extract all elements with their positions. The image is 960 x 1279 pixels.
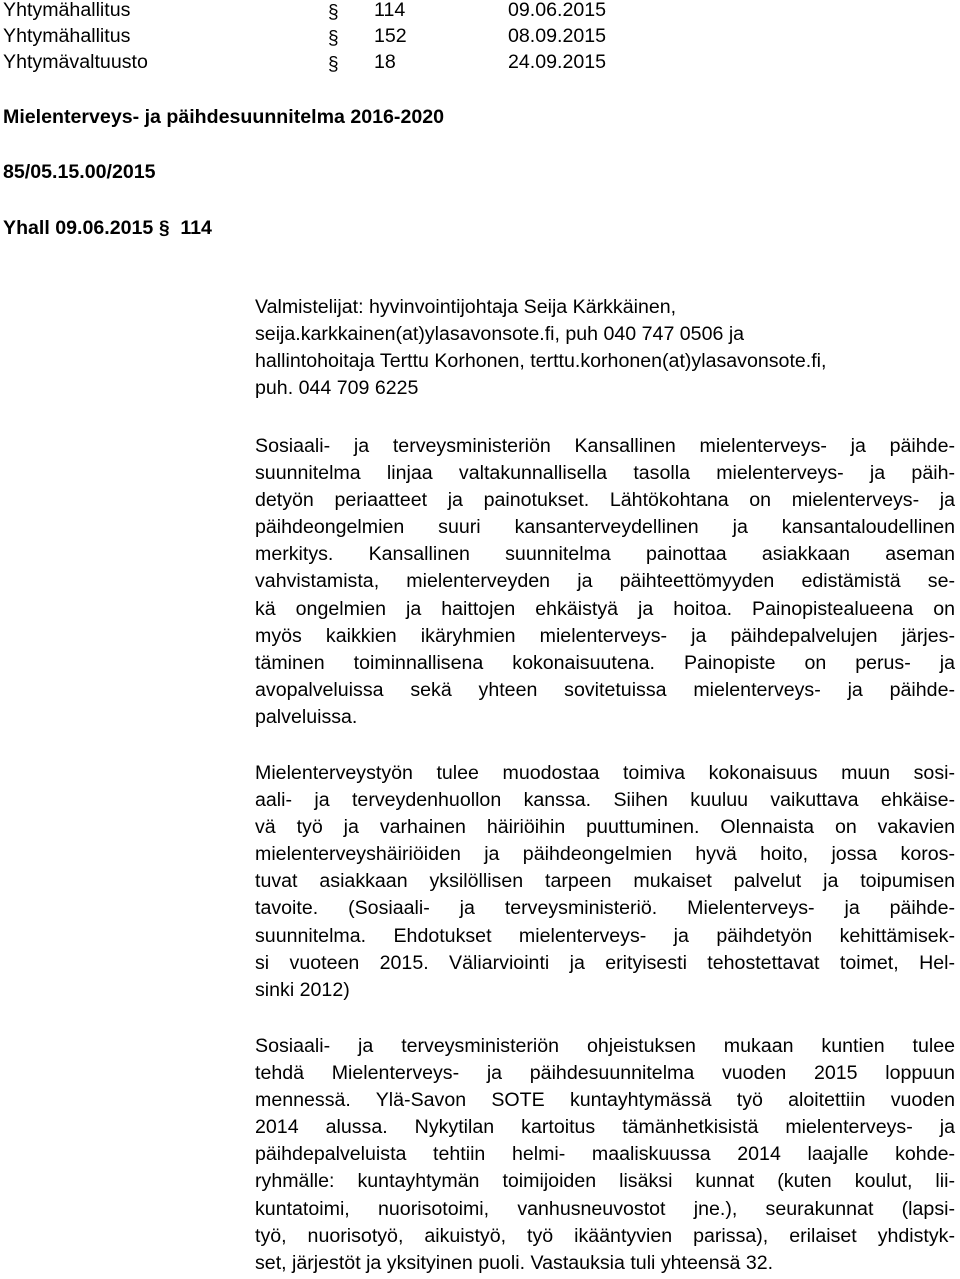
document-title: Mielenterveys- ja päihdesuunnitelma 2016-2020 <box>3 106 445 128</box>
text-line: Mielenterveystyön tulee muodostaa toimiva kokonaisuus muun sosi- <box>255 762 955 784</box>
text-line: sinki 2012) <box>255 978 350 1001</box>
meeting-row <box>3 0 783 24</box>
text-line: päihdepalveluista tehtiin helmi- maaliskuussa 2014 laajalle kohde- <box>255 1143 955 1166</box>
svg-text:§: § <box>328 2 339 21</box>
text-line: seija.karkkainen(at)ylasavonsote.fi, puh 040 747 0506 ja <box>255 323 745 346</box>
text-line: detyön periaatteet ja painotukset. Lähtökohtana on mielenterveys- ja <box>255 489 955 512</box>
section-sign-icon <box>328 2 342 21</box>
text-line: suunnitelma. Ehdotukset mielenterveys- ja päihdetyön kehittämisek- <box>255 924 955 947</box>
meeting-body: Yhtymävaltuusto <box>3 51 148 73</box>
meeting-date: 09.06.2015 <box>508 0 607 21</box>
text-line: mielenterveyshäiriöiden ja päihdeongelmien hyvä hoito, jossa koros- <box>255 843 955 866</box>
decision-section-number: 114 <box>180 217 212 239</box>
section-sign-icon <box>328 54 342 73</box>
text-line: si vuoteen 2015. Väliarviointi ja erityisesti tehostettavat toimet, Hel- <box>255 951 955 974</box>
document-number: 85/05.15.00/2015 <box>3 161 156 183</box>
section-number: 152 <box>374 25 407 47</box>
meeting-row <box>3 23 783 50</box>
text-line: Valmistelijat: hyvinvointijohtaja Seija Kärkkäinen, <box>255 296 677 318</box>
section-sign-icon <box>328 28 342 47</box>
svg-text:§: § <box>328 54 339 73</box>
text-line: tehdä Mielenterveys- ja päihdesuunnitelma vuoden 2015 loppuun <box>255 1062 955 1085</box>
text-line: kä ongelmien ja haittojen ehkäistyä ja hoitoa. Painopistealueena on <box>255 597 955 620</box>
text-line: tuvat asiakkaan yksilöllisen tarpeen mukaiset palvelut ja toipumisen <box>255 870 955 893</box>
text-line: palveluissa. <box>255 705 358 728</box>
paragraph-mental-health-work <box>255 760 955 1004</box>
paragraph-national-plan <box>255 433 955 731</box>
meeting-row <box>3 49 783 76</box>
text-line: puh. 044 709 6225 <box>255 377 419 400</box>
text-line: kuntatoimi, nuorisotoimi, vanhusneuvostot jne.), seurakunnat (lapsi- <box>255 1197 955 1220</box>
text-line: suunnitelma linjaa valtakunnallisella tasolla mielenterveys- ja päih- <box>255 462 955 485</box>
decision-label: Yhall 09.06.2015 <box>3 217 154 239</box>
meeting-body: Yhtymähallitus <box>3 0 131 21</box>
meeting-date: 08.09.2015 <box>508 25 607 47</box>
text-line: myös kaikkien ikäryhmien mielenterveys- ja päihdepalvelujen järjes- <box>255 624 955 647</box>
text-line: työ, nuorisotyö, aikuistyö, työ ikääntyvien parissa), erilaiset yhdistyk- <box>255 1224 955 1247</box>
meeting-date: 24.09.2015 <box>508 51 607 73</box>
text-line: 2014 alussa. Nykytilan kartoitus tämänhetkisistä mielenterveys- ja <box>255 1116 955 1139</box>
section-number: 18 <box>374 51 396 73</box>
text-line: täminen toiminnallisena kokonaisuutena. Painopiste on perus- ja <box>255 651 955 674</box>
decision-reference <box>3 214 212 242</box>
svg-text:§: § <box>328 28 339 47</box>
preparers-block <box>255 294 955 402</box>
section-sign-icon <box>159 218 172 237</box>
text-line: ryhmälle: kuntayhtymän toimijoiden lisäksi kunnat (kuten koulut, lii- <box>255 1170 955 1193</box>
text-line: päihdeongelmien suuri kansanterveydellinen ja kansantaloudellinen <box>255 516 955 539</box>
text-line: merkitys. Kansallinen suunnitelma painottaa asiakkaan aseman <box>255 543 955 566</box>
svg-text:§: § <box>159 218 170 237</box>
text-line: aali- ja terveydenhuollon kanssa. Siihen kuuluu vaikuttava ehkäise- <box>255 789 955 812</box>
meeting-body: Yhtymähallitus <box>3 25 131 47</box>
text-line: avopalveluissa sekä yhteen sovitetuissa mielenterveys- ja päihde- <box>255 678 955 701</box>
text-line: vä työ ja varhainen häiriöihin puuttuminen. Olennaista on vakavien <box>255 816 955 839</box>
text-line: tavoite. (Sosiaali- ja terveysministeriö. Mielenterveys- ja päihde- <box>255 897 955 920</box>
text-line: Sosiaali- ja terveysministeriön Kansallinen mielenterveys- ja päihde- <box>255 435 955 457</box>
text-line: hallintohoitaja Terttu Korhonen, terttu.korhonen(at)ylasavonsote.fi, <box>255 350 827 373</box>
text-line: Sosiaali- ja terveysministeriön ohjeistuksen mukaan kuntien tulee <box>255 1035 955 1057</box>
text-line: vahvistamista, mielenterveyden ja päihteettömyyden edistämistä se- <box>255 570 955 593</box>
text-line: mennessä. Ylä-Savon SOTE kuntayhtymässä työ aloitettiin vuoden <box>255 1089 955 1112</box>
text-line: set, järjestöt ja yksityinen puoli. Vastauksia tuli yhteensä 32. <box>255 1251 774 1274</box>
paragraph-municipal-plan <box>255 1033 955 1277</box>
section-number: 114 <box>374 0 406 21</box>
